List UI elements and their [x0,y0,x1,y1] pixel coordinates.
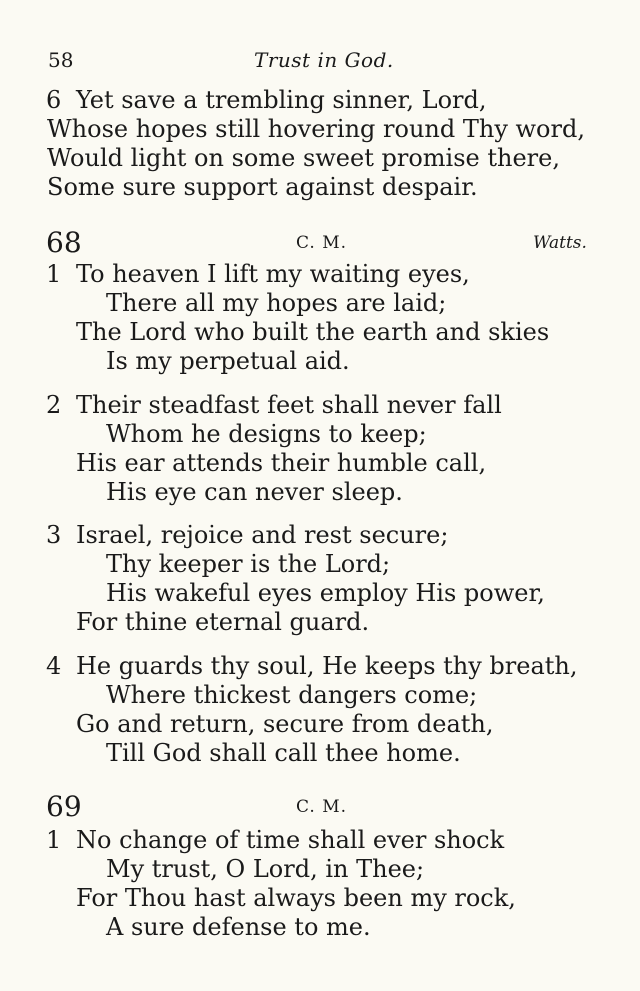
line-text: A sure defense to me. [106,913,371,941]
running-title: Trust in God. [254,48,394,72]
stanza-line [0,710,640,739]
stanza-line [0,115,640,144]
line-text: His ear attends their humble call, [76,449,487,477]
stanza-line [0,144,640,173]
line-text: Yet save a trembling sinner, Lord, [76,86,487,114]
stanza-line [0,579,640,608]
line-text: His wakeful eyes employ His power, [106,579,545,607]
stanza-line [0,826,640,855]
stanza-line [0,608,640,637]
hymn-header [0,792,640,822]
stanza-line [0,652,640,681]
hymn-stanza [0,260,640,376]
stanza-line [0,260,640,289]
page-number: 58 [48,48,74,72]
line-text: His eye can never sleep. [106,478,403,506]
line-text: There all my hopes are laid; [106,289,447,317]
stanza-line [0,289,640,318]
line-text: Whom he designs to keep; [106,420,427,448]
line-text: The Lord who built the earth and skies [76,318,550,346]
line-text: No change of time shall ever shock [76,826,505,854]
stanza-line [0,478,640,507]
line-text: For Thou hast always been my rock, [76,884,516,912]
continuation-stanza [0,86,640,202]
line-text: Some sure support against despair. [47,173,478,201]
line-text: Go and return, secure from death, [76,710,494,738]
stanza-line [0,550,640,579]
line-text: Their steadfast feet shall never fall [76,391,502,419]
line-text: Thy keeper is the Lord; [106,550,391,578]
hymn-number: 68 [46,226,82,259]
hymn-meter: C. M. [296,797,348,817]
stanza-number: 2 [46,391,62,419]
line-text: Where thickest dangers come; [106,681,478,709]
line-text: To heaven I lift my waiting eyes, [76,260,470,288]
stanza-line [0,173,640,202]
hymn-meter: C. M. [296,233,348,253]
stanza-line [0,521,640,550]
stanza-number: 1 [46,826,62,854]
stanza-number: 4 [46,652,62,680]
line-text: My trust, O Lord, in Thee; [106,855,425,883]
page-header [0,44,640,78]
hymn-number: 69 [46,790,82,823]
stanza-line [0,884,640,913]
hymn-stanza [0,391,640,507]
stanza-line [0,913,640,942]
stanza-line [0,86,640,115]
hymn-stanza [0,826,640,942]
line-text: Till God shall call thee home. [106,739,461,767]
hymn-author: Watts. [533,233,587,253]
stanza-line [0,739,640,768]
stanza-line [0,420,640,449]
stanza-number: 1 [46,260,62,288]
stanza-line [0,347,640,376]
line-text: Would light on some sweet promise there, [47,144,560,172]
hymn-stanza [0,521,640,637]
line-text: Whose hopes still hovering round Thy word, [47,115,585,143]
stanza-line [0,318,640,347]
stanza-line [0,391,640,420]
line-text: For thine eternal guard. [76,608,370,636]
stanza-number: 3 [46,521,62,549]
hymn-stanza [0,652,640,768]
stanza-line [0,855,640,884]
line-text: Israel, rejoice and rest secure; [76,521,449,549]
line-text: He guards thy soul, He keeps thy breath, [76,652,578,680]
stanza-number: 6 [46,86,62,114]
stanza-line [0,681,640,710]
hymn-header [0,228,640,258]
stanza-line [0,449,640,478]
line-text: Is my perpetual aid. [106,347,350,375]
